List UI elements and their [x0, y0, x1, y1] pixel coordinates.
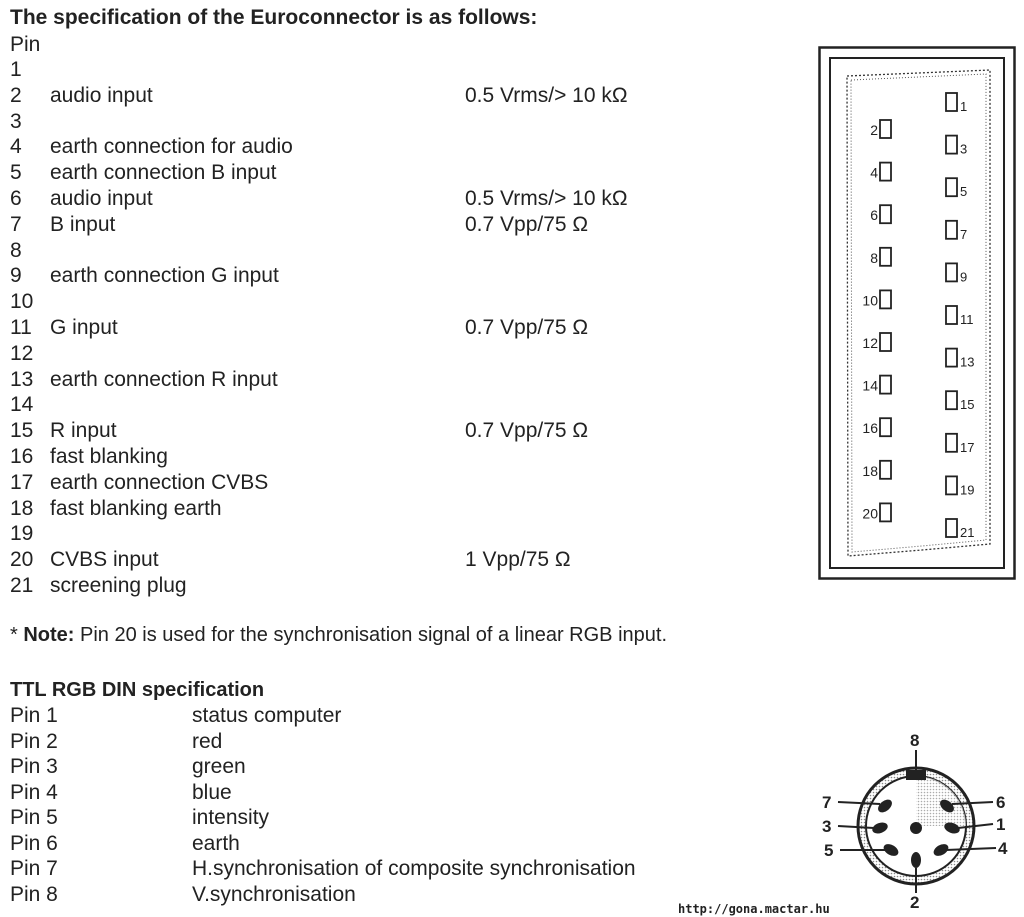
- pin-number: 5: [10, 161, 22, 185]
- diagram-pin-label: 5: [960, 184, 968, 200]
- pin-number: 13: [10, 367, 34, 391]
- diagram-pin-label: 12: [862, 335, 878, 351]
- ttl-pin-number: Pin 2: [10, 729, 58, 753]
- diagram-pin-contact: [880, 418, 891, 436]
- pin-number: 6: [10, 187, 22, 210]
- diagram-pin-label: 13: [960, 354, 975, 370]
- pin-number: 7: [10, 212, 22, 236]
- diagram-pin-label: 7: [960, 226, 968, 242]
- pin-value: 0.5 Vrms/> 10 kΩ: [465, 187, 628, 210]
- pin-description: B input: [50, 212, 116, 236]
- din-label-2: 2: [910, 893, 920, 912]
- pin-description: fast blanking earth: [50, 496, 222, 520]
- diagram-pin-label: 9: [960, 269, 968, 285]
- pin-description: fast blanking: [50, 445, 168, 468]
- pin-description: R input: [50, 419, 117, 443]
- diagram-pin-label: 8: [870, 249, 878, 266]
- pin-number: 20: [10, 548, 34, 572]
- note-asterisk: *: [10, 624, 24, 646]
- pin-number: 1: [10, 58, 22, 81]
- ttl-pin-function: red: [192, 729, 223, 753]
- right-pin-group: [946, 93, 974, 540]
- din-label-6: 6: [996, 793, 1006, 812]
- ttl-rgb-din-heading: TTL RGB DIN specification: [10, 679, 265, 701]
- ttl-pin-number: Pin 5: [10, 806, 58, 829]
- pin-description: earth connection CVBS: [50, 470, 269, 494]
- diagram-pin-label: 10: [862, 292, 878, 309]
- diagram-pin-contact: [946, 221, 957, 239]
- pin-description: screening plug: [50, 574, 187, 597]
- diagram-pin-label: 16: [862, 420, 878, 437]
- pin-number: 12: [10, 341, 34, 365]
- left-pin-group: [862, 120, 891, 521]
- ttl-pin-function: blue: [192, 780, 232, 804]
- source-url: http://gona.mactar.hu: [678, 902, 830, 916]
- connector-inner-frame: [830, 58, 1004, 568]
- diagram-pin-contact: [880, 205, 891, 223]
- pin-number: 15: [10, 419, 34, 443]
- din-pin-2-dot: [911, 852, 921, 868]
- diagram-pin-contact: [946, 306, 957, 324]
- din-label-4: 4: [998, 839, 1008, 858]
- ttl-pin-number: Pin 6: [10, 831, 58, 855]
- ttl-pin-function: status computer: [192, 704, 342, 727]
- ttl-pin-number: Pin 3: [10, 755, 58, 778]
- ttl-pin-function: earth: [192, 831, 240, 855]
- diagram-pin-contact: [946, 263, 957, 281]
- pin-value: 0.7 Vpp/75 Ω: [465, 212, 589, 236]
- pin-description: earth connection R input: [50, 367, 278, 391]
- diagram-pin-contact: [946, 391, 957, 409]
- pin-column-header: Pin: [10, 33, 41, 56]
- diagram-pin-contact: [880, 333, 891, 351]
- diagram-pin-contact: [946, 93, 957, 111]
- diagram-pin-label: 1: [960, 99, 968, 114]
- din-label-7: 7: [822, 793, 832, 812]
- pin-number: 19: [10, 522, 34, 546]
- pin-number: 4: [10, 135, 22, 159]
- diagram-pin-contact: [880, 248, 891, 266]
- pin-number: 11: [10, 316, 32, 339]
- diagram-pin-label: 11: [960, 312, 974, 327]
- diagram-pin-label: 14: [862, 377, 878, 394]
- diagram-pin-contact: [880, 461, 891, 479]
- diagram-pin-contact: [880, 120, 891, 138]
- ttl-pin-number: Pin 4: [10, 780, 58, 804]
- din-label-5: 5: [824, 841, 834, 860]
- ttl-pin-function: intensity: [192, 806, 270, 829]
- euroconnector-heading: The specification of the Euroconnector is as follows:: [10, 6, 538, 29]
- din-connector-diagram: [818, 728, 1018, 912]
- diagram-pin-contact: [946, 519, 957, 537]
- pin-description: CVBS input: [50, 548, 159, 572]
- pin-number: 3: [10, 109, 22, 133]
- diagram-pin-label: 21: [960, 525, 975, 540]
- pin-number: 18: [10, 496, 34, 520]
- diagram-pin-label: 2: [870, 122, 878, 138]
- pin-number: 14: [10, 393, 34, 417]
- ttl-pin-function: V.synchronisation: [192, 882, 356, 906]
- ttl-pin-number: Pin 8: [10, 882, 58, 906]
- pin-number: 10: [10, 290, 34, 314]
- diagram-pin-label: 20: [862, 505, 878, 522]
- pin-number: 8: [10, 238, 22, 262]
- pin-number: 17: [10, 470, 34, 494]
- pin-number: 16: [10, 445, 34, 468]
- diagram-pin-label: 6: [870, 207, 878, 224]
- din-pin-8-dot: [910, 822, 922, 834]
- diagram-pin-contact: [946, 349, 957, 367]
- pin-number: 21: [10, 574, 34, 597]
- ttl-pin-function: green: [192, 755, 246, 778]
- note-text: Pin 20 is used for the synchronisation signal of a linear RGB input.: [74, 624, 668, 646]
- pin-description: G input: [50, 316, 118, 339]
- diagram-pin-contact: [946, 136, 957, 154]
- din-label-3: 3: [822, 817, 832, 836]
- pin-description: earth connection G input: [50, 264, 279, 288]
- note-line: [10, 624, 667, 647]
- diagram-pin-contact: [880, 376, 891, 394]
- pin-value: 0.7 Vpp/75 Ω: [465, 419, 589, 443]
- ttl-pin-function: H.synchronisation of composite synchronisation: [192, 857, 636, 880]
- connector-outer-frame: [820, 48, 1015, 579]
- diagram-pin-label: 4: [870, 164, 878, 181]
- diagram-pin-label: 19: [960, 482, 975, 498]
- diagram-pin-label: 15: [960, 397, 975, 413]
- diagram-pin-label: 17: [960, 439, 975, 455]
- diagram-pin-label: 18: [862, 462, 878, 479]
- diagram-pin-contact: [880, 290, 891, 308]
- diagram-pin-contact: [880, 163, 891, 181]
- pin-description: audio input: [50, 83, 153, 107]
- diagram-pin-contact: [946, 476, 957, 494]
- pin-number: 2: [10, 83, 22, 107]
- pin-value: 0.7 Vpp/75 Ω: [465, 316, 589, 339]
- ttl-pin-number: Pin 1: [10, 704, 58, 727]
- pin-description: earth connection for audio: [50, 135, 293, 159]
- pin-value: 1 Vpp/75 Ω: [465, 548, 571, 572]
- euroconnector-diagram: [818, 46, 1016, 580]
- diagram-pin-contact: [946, 178, 957, 196]
- pin-description: earth connection B input: [50, 161, 277, 185]
- pin-description: audio input: [50, 187, 153, 210]
- pin-number: 9: [10, 264, 22, 288]
- din-label-8: 8: [910, 731, 920, 750]
- ttl-pin-number: Pin 7: [10, 857, 58, 880]
- diagram-pin-contact: [880, 503, 891, 521]
- din-label-1: 1: [996, 815, 1006, 834]
- pin-value: 0.5 Vrms/> 10 kΩ: [465, 83, 628, 107]
- diagram-pin-contact: [946, 434, 957, 452]
- diagram-pin-label: 3: [960, 141, 968, 157]
- note-label: Note:: [23, 624, 75, 646]
